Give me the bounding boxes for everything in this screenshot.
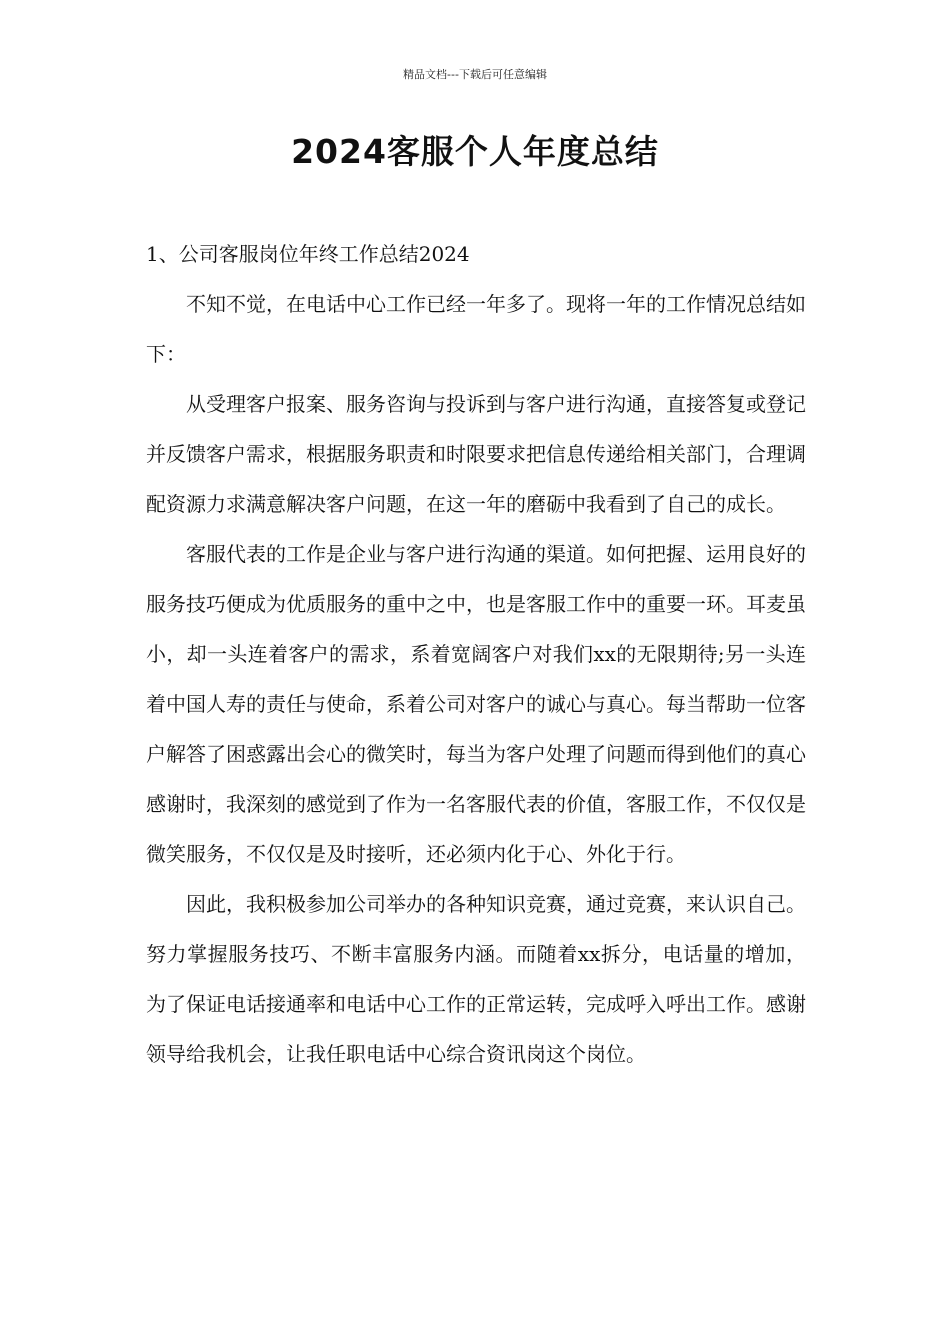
paragraph: 因此，我积极参加公司举办的各种知识竞赛，通过竞赛，来认识自己。努力掌握服务技巧、不断丰富服务内涵。而随着xx拆分，电话量的增加，为了保证电话接通率和电话中心工作的正常运转，完成呼入呼出工作。感谢领导给我机会，让我任职电话中心综合资讯岗这个岗位。 [146, 892, 806, 1066]
paragraph: 从受理客户报案、服务咨询与投诉到与客户进行沟通，直接答复或登记并反馈客户需求，根据服务职责和时限要求把信息传递给相关部门，合理调配资源力求满意解决客户问题，在这一年的磨砺中我看到了自己的成长。 [146, 392, 806, 516]
section-heading: 1、公司客服岗位年终工作总结2024 [146, 242, 470, 266]
paragraph: 不知不觉，在电话中心工作已经一年多了。现将一年的工作情况总结如下： [146, 292, 806, 366]
paragraph: 客服代表的工作是企业与客户进行沟通的渠道。如何把握、运用良好的服务技巧便成为优质服务的重中之中，也是客服工作中的重要一环。耳麦虽小，却一头连着客户的需求，系着宽阔客户对我们xx的无限期待;另一头连着中国人寿的责任与使命，系着公司对客户的诚心与真心。每当帮助一位客户解答了困惑露出会心的微笑时，每当为客户处理了问题而得到他们的真心感谢时，我深刻的感觉到了作为一名客服代表的价值，客服工作，不仅仅是微笑服务，不仅仅是及时接听，还必须内化于心、外化于行。 [146, 542, 806, 866]
document-body [146, 229, 806, 1079]
document-title: 2024客服个人年度总结 [291, 132, 659, 171]
header-note: 精品文档---下载后可任意编辑 [403, 68, 547, 81]
